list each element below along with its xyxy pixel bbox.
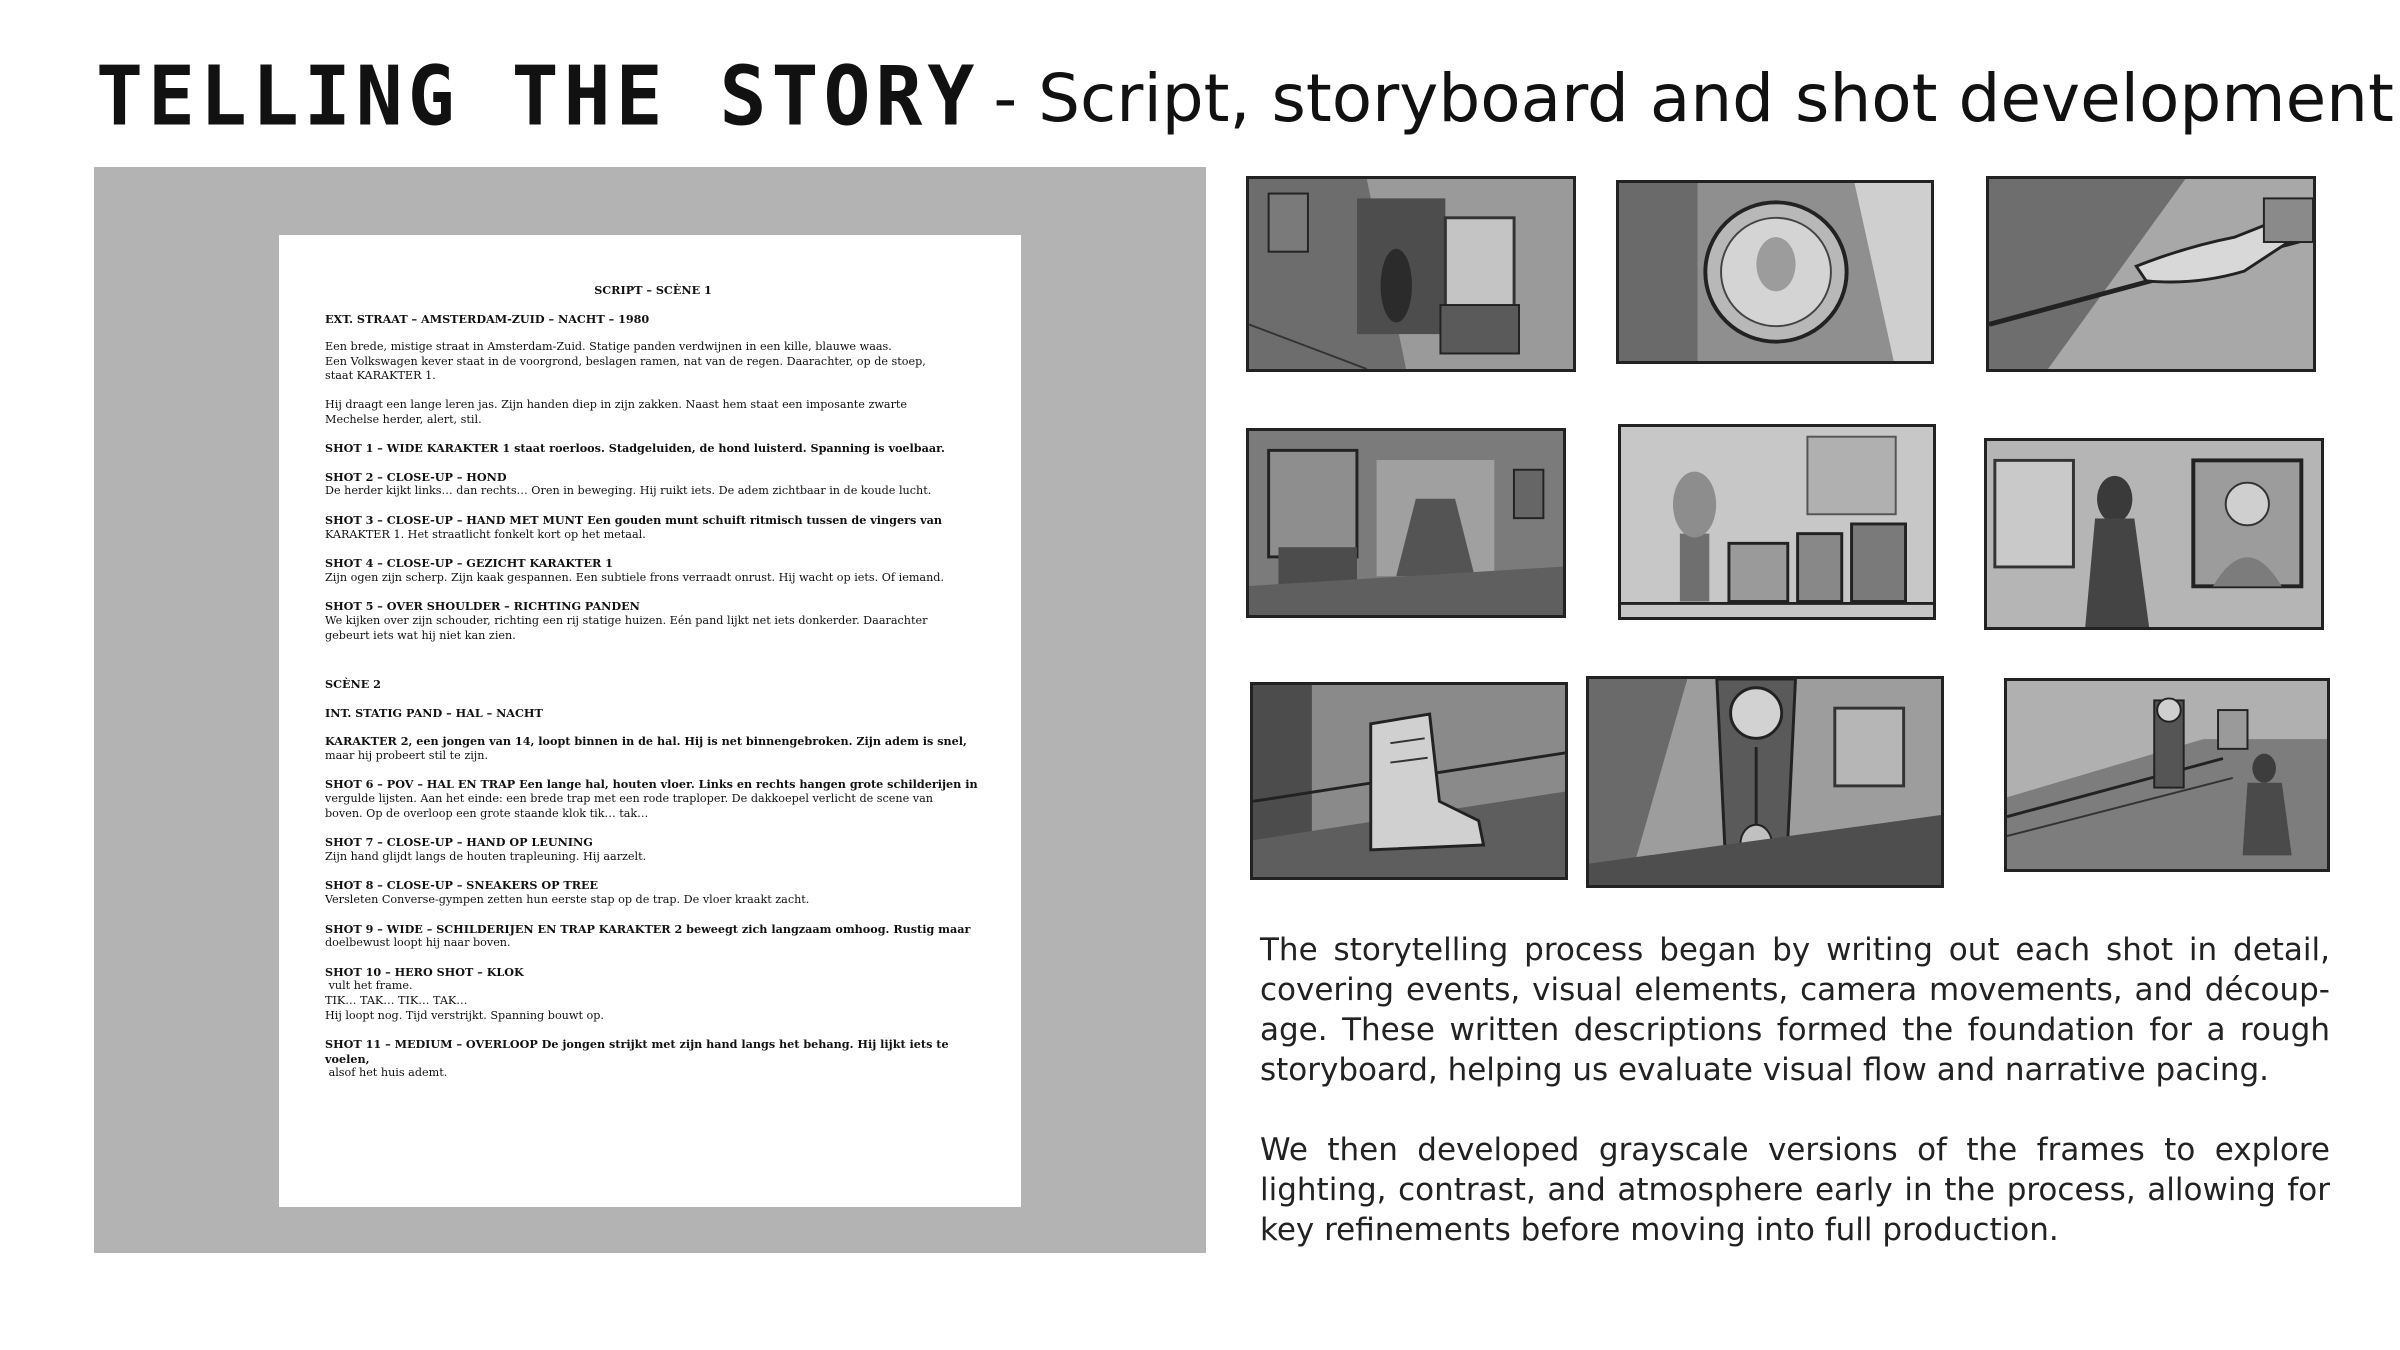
script-line: Zijn ogen zijn scherp. Zijn kaak gespannen. Een subtiele frons verraadt onrust. Hij wacht op iets. Of iemand. (325, 570, 945, 584)
script-line: boven. Op de overloop een grote staande klok tik… tak… (325, 806, 649, 820)
script-line: gebeurt iets wat hij niet kan zien. (325, 628, 516, 642)
script-heading: SHOT 9 – WIDE – SCHILDERIJEN EN TRAP KARAKTER 2 beweegt zich langzaam omhoog. Rustig maar (325, 921, 971, 936)
storyboard-frame-hallway-mirror (1246, 176, 1576, 372)
script-line: doelbewust loopt hij naar boven. (325, 936, 511, 950)
script-block (325, 777, 981, 821)
process-description (1260, 930, 2330, 1290)
script-block (325, 556, 981, 585)
storyboard-frame-hall-and-stairs (1246, 428, 1566, 618)
script-line: maar hij probeert stil te zijn. (325, 748, 489, 762)
script-page (279, 235, 1021, 1207)
script-block (325, 1037, 981, 1081)
script-heading: EXT. STRAAT – AMSTERDAM-ZUID – NACHT – 1980 (325, 311, 650, 326)
script-block (325, 878, 981, 907)
script-block (325, 470, 981, 499)
storyboard-grid (1246, 172, 2344, 904)
storyboard-frame-character-portrait (1984, 438, 2324, 630)
script-block (325, 922, 981, 951)
storyboard-frame-sneaker-on-step (1250, 682, 1568, 880)
script-scene-2 (325, 706, 981, 1081)
description-paragraph-2: We then developed grayscale versions of the frames to explore lighting, contrast, and atmosphere early in the process, allowing for key refinements before moving into full production. (1260, 1132, 2330, 1248)
page-title: TELLING THE STORY (96, 49, 980, 145)
page-header (96, 26, 2394, 145)
script-heading: KARAKTER 2, een jongen van 14, loopt binnen in de hal. Hij is net binnengebroken. Zijn adem is snel, (325, 734, 967, 749)
script-block (325, 312, 981, 327)
script-line: We kijken over zijn schouder, richting een rij statige huizen. Eén pand lijkt net iets donkerder. Daarachter (325, 613, 928, 627)
script-line: vult het frame. (325, 979, 413, 993)
description-paragraph-1: The storytelling process began by writing out each shot in detail, covering events, visual elements, camera movements, and découp-age. These written descriptions formed the foundation for a rough storyboard, helping us evaluate visual flow and narrative pacing. (1260, 932, 2330, 1088)
script-block (325, 441, 981, 456)
script-block (325, 513, 981, 542)
script-block (325, 706, 981, 721)
script-heading: SHOT 11 – MEDIUM – OVERLOOP De jongen strijkt met zijn hand langs het behang. Hij lijkt iets te voelen, (325, 1037, 953, 1066)
script-heading: SHOT 6 – POV – HAL EN TRAP Een lange hal, houten vloer. Links en rechts hangen grote schilderijen in (325, 777, 978, 792)
script-line: De herder kijkt links… dan rechts… Oren in beweging. Hij ruikt iets. De adem zichtbaar in de koude lucht. (325, 484, 932, 498)
script-heading: SHOT 2 – CLOSE-UP – HOND (325, 469, 507, 484)
script-line: Een brede, mistige straat in Amsterdam-Zuid. Statige panden verdwijnen in een kille, blauwe waas. (325, 340, 892, 354)
script-heading: SHOT 4 – CLOSE-UP – GEZICHT KARAKTER 1 (325, 556, 613, 571)
script-scene-2-title: SCÈNE 2 (325, 677, 381, 692)
storyboard-frame-hand-on-railing (1986, 176, 2316, 372)
script-heading: SHOT 8 – CLOSE-UP – SNEAKERS OP TREE (325, 878, 599, 893)
script-line: Mechelse herder, alert, stil. (325, 412, 482, 426)
script-scene-1 (325, 312, 981, 644)
script-title: SCRIPT – SCÈNE 1 (594, 283, 712, 297)
script-block (325, 340, 981, 384)
storyboard-frame-staircase-climb (2004, 678, 2330, 872)
script-heading: SHOT 1 – WIDE KARAKTER 1 staat roerloos. Stadgeluiden, de hond luisterd. Spanning is voelbaar. (325, 441, 945, 456)
script-line: TIK… TAK… TIK… TAK… (325, 994, 468, 1007)
script-heading: SHOT 3 – CLOSE-UP – HAND MET MUNT Een gouden munt schuift ritmisch tussen de vingers van (325, 512, 943, 527)
script-heading: SHOT 7 – CLOSE-UP – HAND OP LEUNING (325, 835, 593, 850)
script-heading: SHOT 10 – HERO SHOT – KLOK (325, 964, 524, 979)
storyboard-frame-coin-closeup (1616, 180, 1934, 364)
script-line: Hij draagt een lange leren jas. Zijn handen diep in zijn zakken. Naast hem staat een imposante zwarte (325, 397, 908, 411)
script-block (325, 599, 981, 643)
script-line: staat KARAKTER 1. (325, 369, 436, 383)
script-block (325, 965, 981, 1023)
script-line: KARAKTER 1. Het straatlicht fonkelt kort op het metaal. (325, 527, 646, 541)
script-line: Zijn hand glijdt langs de houten trapleuning. Hij aarzelt. (325, 849, 647, 863)
script-line: vergulde lijsten. Aan het einde: een brede trap met een rode traploper. De dakkoepel verlicht de scene van (325, 792, 934, 806)
script-heading: INT. STATIG PAND – HAL – NACHT (325, 705, 543, 720)
script-line: Een Volkswagen kever staat in de voorgrond, beslagen ramen, nat van de regen. Daarachter, op de stoep, (325, 354, 926, 368)
script-block (325, 398, 981, 427)
storyboard-frame-grandfather-clock (1586, 676, 1944, 888)
script-block (325, 734, 981, 763)
storyboard-frame-photo-frames (1618, 424, 1936, 620)
script-line: alsof het huis ademt. (325, 1066, 448, 1080)
script-line: Hij loopt nog. Tijd verstrijkt. Spanning bouwt op. (325, 1008, 604, 1022)
script-block (325, 835, 981, 864)
script-heading: SHOT 5 – OVER SHOULDER – RICHTING PANDEN (325, 599, 640, 614)
script-line: Versleten Converse-gympen zetten hun eerste stap op de trap. De vloer kraakt zacht. (325, 893, 810, 907)
script-panel (94, 167, 1206, 1253)
page-subtitle: - Script, storyboard and shot development (993, 60, 2394, 137)
